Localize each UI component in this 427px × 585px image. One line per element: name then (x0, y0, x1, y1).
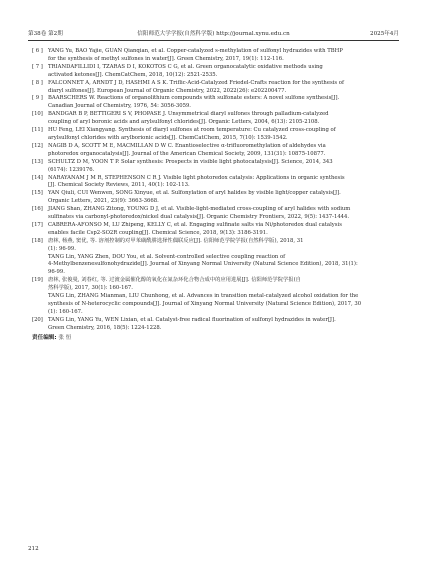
reference-number: [ 9 ] (32, 95, 43, 102)
reference-number: [17] (32, 221, 43, 228)
reference-item (32, 143, 397, 159)
reference-line: TANG Lin, ZHANG Mianman, LIU Chunhong, et al. Advances in transition metal-catalyzed alcohol oxidation for the (48, 293, 359, 300)
reference-line: photoredox organocatalysis[J]. Journal of the American Chemical Society, 2009, 131(31): 10875-10877. (48, 150, 326, 157)
reference-line: (6174): 1239176. (48, 166, 95, 173)
reference-number: [11] (32, 127, 43, 134)
reference-number: [ 6 ] (32, 48, 43, 54)
responsible-editor (32, 334, 397, 342)
reference-line: coupling of aryl boronic acids and arylsulfonyl chlorides[J]. Organic Letters, 2004, 6(13): 2105-2108. (48, 119, 320, 126)
reference-item (32, 277, 397, 317)
reference-line: (1): 96-99. (48, 245, 76, 252)
reference-line: TANG Lin, YANG Yu, WEN Lixian, et al. Catalyst-free radical fluorination of sulfonyl hydrazides in water[J]. (48, 316, 336, 323)
reference-line: [J]. Chemical Society Reviews, 2011, 40(1): 102-113. (48, 182, 190, 189)
reference-item (32, 64, 397, 80)
reference-number: [14] (32, 174, 43, 181)
reference-list (32, 48, 397, 342)
reference-line: diaryl sulfones[J]. European Journal of Organic Chemistry, 2022, 2022(26): e202200477. (48, 87, 287, 94)
reference-line: YAN Qiuli, CUI Wenwen, SONG Xinyue, et al. Sulfonylation of aryl halides by visible light/copper catalysis[J]. (48, 190, 341, 197)
reference-number: [ 8 ] (32, 79, 43, 86)
reference-item (32, 48, 397, 64)
reference-line: enables facile Csp2-SO2R coupling[J]. Chemical Science, 2018, 9(13): 3186-3191. (48, 229, 268, 236)
reference-item (32, 317, 397, 333)
reference-line: BAARSCHERS W. Reactions of organolithium compounds with sulfonate esters: A novel sulfone synthesis[J]. (48, 95, 340, 102)
editor-label: 责任编辑: (32, 334, 57, 341)
reference-number: [15] (32, 190, 43, 197)
reference-text (48, 111, 397, 127)
publication-date: 2025年4月 (370, 31, 399, 37)
reference-text (48, 95, 397, 111)
reference-line: 然科学版), 2017, 30(1): 160-167. (48, 285, 133, 292)
reference-text (48, 222, 397, 238)
reference-line: Green Chemistry, 2016, 18(5): 1224-1228. (48, 324, 162, 331)
journal-title: 信阳师范大学学报(自然科学版) http://journal.xynu.edu.cn (137, 31, 290, 37)
reference-item (32, 206, 397, 222)
reference-line: 4-Methylbenzenesulfonohydrazide[J]. Journal of Xinyang Normal University (Natural Science Edition), 2018, 31(1): (48, 261, 358, 268)
reference-item (32, 80, 397, 96)
reference-line: 唐林, 张俊曼, 刘春红, 等. 过渡金属催化醇的氧化在氮杂环化合物合成中的应用进展[J]. 信阳师范学院学报(自 (48, 277, 301, 284)
reference-line: BANDGAR B P, BETTIGERI S V, PHOPASE J. Unsymmetrical diaryl sulfones through palladium-catalyzed (48, 111, 329, 118)
reference-line: sulfinates via carbonyl-photoredox/nickel dual catalysis[J]. Organic Chemistry Frontiers, 2022, 9(5): 1437-1444. (48, 214, 350, 221)
reference-line: 唐林, 杨燕, 窦优, 等. 溶剂控制的对甲苯磺酰肼选择性偶联反应[J]. 信阳师范学院学报(自然科学版), 2018, 31 (48, 237, 304, 244)
reference-number: [10] (32, 111, 43, 118)
reference-item (32, 127, 397, 143)
reference-line: for the synthesis of methyl sulfones in water[J]. Green Chemistry, 2017, 19(1): 112-116. (48, 55, 284, 62)
reference-line: JIANG Shan, ZHANG Zitong, YOUNG D J, et al. Visible-light-mediated cross-coupling of aryl halides with sodium (48, 206, 351, 213)
reference-text (48, 159, 397, 175)
reference-number: [19] (32, 277, 43, 284)
reference-line: SCHULTZ D M, YOON T P. Solar synthesis: Prospects in visible light photocatalysis[J]. Science, 2014, 343 (48, 158, 333, 165)
reference-item (32, 175, 397, 191)
reference-item (32, 238, 397, 278)
reference-item (32, 95, 397, 111)
reference-number: [13] (32, 158, 43, 165)
reference-text (48, 175, 397, 191)
reference-text (48, 238, 397, 278)
reference-line: NAGIB D A, SCOTT M E, MACMILLAN D W C. Enantioselective α-trifluoromethylation of aldehydes via (48, 142, 326, 149)
reference-line: NARAYANAM J M R, STEPHENSON C R J. Visible light photoredox catalysis: Applications in organic synthesis (48, 174, 345, 181)
page-number: 212 (28, 546, 39, 552)
reference-text (48, 127, 397, 143)
reference-text (48, 277, 397, 317)
reference-number: [12] (32, 142, 43, 149)
reference-text (48, 317, 397, 333)
reference-line: CABRERA-AFONSO M, LU Zhipeng, KELLY C, et al. Engaging sulfinate salts via Ni/photoredox dual catalysis (48, 221, 342, 228)
reference-line: 96-99. (48, 269, 65, 276)
reference-item (32, 222, 397, 238)
reference-line: HU Feng, LEI Xiangyang. Synthesis of diaryl sulfones at room temperature: Cu catalyzed cross-coupling of (48, 127, 336, 134)
reference-number: [16] (32, 206, 43, 213)
editor-name: 张 恒 (58, 334, 72, 341)
reference-line: activated ketones[J]. ChemCatChem, 2018, 10(12): 2521-2535. (48, 71, 218, 78)
reference-item (32, 190, 397, 206)
reference-text (48, 64, 397, 80)
reference-text (48, 80, 397, 96)
reference-item (32, 111, 397, 127)
reference-line: YANG Yu, BAO Yajie, GUAN Qianqian, et al. Copper-catalyzed s-methylation of sulfonyl hydrazides with TBHP (48, 48, 343, 54)
reference-line: Organic Letters, 2021, 23(9): 3663-3668. (48, 198, 159, 205)
reference-text (48, 48, 397, 64)
reference-number: [20] (32, 316, 43, 323)
reference-number: [ 7 ] (32, 63, 43, 70)
running-header (28, 24, 399, 41)
reference-text (48, 190, 397, 206)
reference-number: [18] (32, 237, 43, 244)
reference-text (48, 143, 397, 159)
reference-line: synthesis of N-heterocyclic compounds[J]. Journal of Xinyang Normal University (Natural Science Edition), 2017, 30 (48, 301, 362, 307)
reference-line: TANG Lin, YANG Zhen, DOU You, et al. Solvent-controlled selective coupling reaction of (48, 253, 286, 260)
reference-line: FALCONNET A, ARNDT J D, HASHMI A S K. Triflic-Acid-Catalyzed Friedel-Crafts reaction for the synthesis of (48, 79, 344, 86)
reference-line: Canadian Journal of Chemistry, 1976, 54: 3056-3059. (48, 103, 191, 110)
reference-item (32, 159, 397, 175)
reference-line: arylsulfonyl chlorides with arylborionic acids[J]. ChemCatChem, 2015, 7(10): 1539-1542. (48, 134, 288, 141)
reference-text (48, 206, 397, 222)
issue-label: 第38卷 第2期 (28, 31, 63, 37)
reference-line: (1): 160-167. (48, 308, 83, 315)
reference-line: TRIANDAFILLIDI I, TZARAS D I, KOKOTOS C G, et al. Green organocatalytic oxidative methods using (48, 63, 323, 70)
